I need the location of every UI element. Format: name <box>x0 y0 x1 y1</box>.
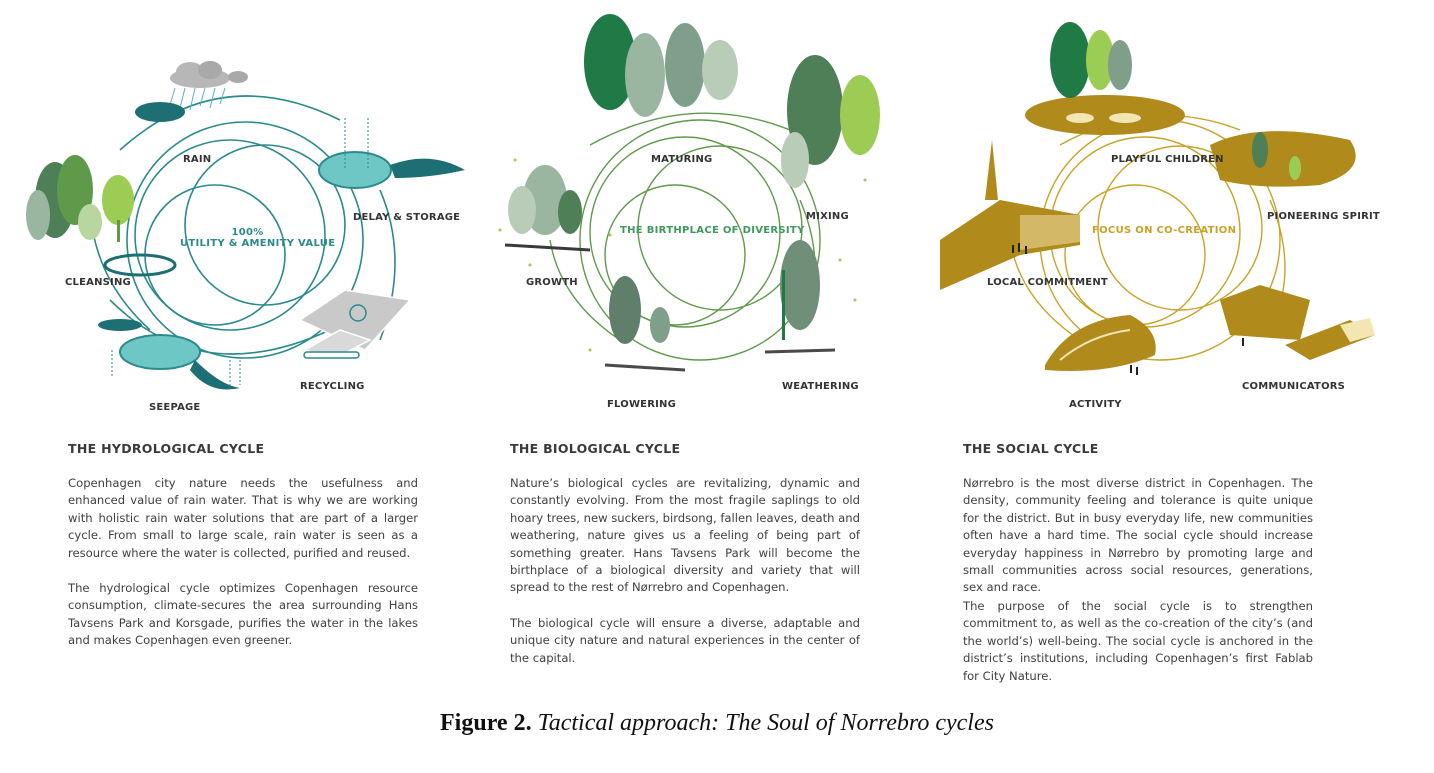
center-label-biological: THE BIRTHPLACE OF DIVERSITY <box>620 225 805 236</box>
label-weathering: WEATHERING <box>782 381 859 392</box>
label-seepage: SEEPAGE <box>149 402 201 413</box>
center-label-line-1: 100% <box>231 227 264 238</box>
figure-caption <box>0 710 1434 737</box>
label-cleansing: CLEANSING <box>65 277 131 288</box>
center-label-line-2: UTILITY & AMENITY VALUE <box>180 238 336 249</box>
label-growth: GROWTH <box>526 277 578 288</box>
label-activity: ACTIVITY <box>1069 399 1122 410</box>
heading-biological: THE BIOLOGICAL CYCLE <box>510 441 681 456</box>
hydrological-panel <box>0 0 470 700</box>
label-communicators: COMMUNICATORS <box>1242 381 1346 392</box>
biological-panel <box>470 0 940 700</box>
label-mixing: MIXING <box>806 211 849 222</box>
hydrological-cycle-diagram <box>0 0 470 420</box>
label-flowering: FLOWERING <box>607 399 677 410</box>
label-pioneering-spirit: PIONEERING SPIRIT <box>1267 211 1380 222</box>
communicators-building-icon <box>1220 285 1375 360</box>
paragraph: Nature’s biological cycles are revitalizing, dynamic and constantly evolving. From the most fragile saplings to old hoary trees, new suckers, birdsong, fallen leaves, death and weathering, nature gives us a feeling of being part of something greater. Hans Tavsens Park will become the birthplace of a biological diversity and variety that will spread to the rest of Nørrebro and Copenhagen. <box>510 476 860 595</box>
cloud-icon <box>170 61 248 110</box>
label-recycling: RECYCLING <box>300 381 365 392</box>
tree-cluster-icon <box>505 165 590 250</box>
tree-cluster-icon <box>584 14 880 188</box>
activity-hall-icon <box>1045 315 1156 371</box>
biological-cycle-diagram <box>470 0 940 420</box>
paving-grid-icon <box>300 290 410 358</box>
label-playful-children: PLAYFUL CHILDREN <box>1111 154 1224 165</box>
paragraph: The purpose of the social cycle is to strengthen commitment to, as well as the co-creation of the city’s (and the world’s) well-being. The social cycle is anchored in the district’s institutions, including Copenhagen’s first Fablab for City Nature. <box>963 599 1313 683</box>
label-local-commitment: LOCAL COMMITMENT <box>987 277 1108 288</box>
label-delay-storage: DELAY & STORAGE <box>353 212 461 223</box>
paragraph: The biological cycle will ensure a diverse, adaptable and unique city nature and natural experiences in the center of the capital. <box>510 616 860 665</box>
figure-title: Tactical approach: The Soul of Norrebro cycles <box>537 710 994 736</box>
center-label-social: FOCUS ON CO-CREATION <box>1092 225 1237 236</box>
tree-cluster-icon <box>605 240 835 370</box>
heading-social: THE SOCIAL CYCLE <box>963 441 1099 456</box>
center-label-hydrological <box>180 227 336 249</box>
social-cycle-diagram <box>930 0 1434 420</box>
social-panel <box>930 0 1434 700</box>
tree-cluster-icon <box>26 155 134 242</box>
label-maturing: MATURING <box>651 154 713 165</box>
pioneering-area-icon <box>1210 131 1356 187</box>
playground-island-icon <box>1025 22 1185 135</box>
figure-number: Figure 2. <box>440 710 532 736</box>
church-building-icon <box>940 140 1080 290</box>
paragraph: Copenhagen city nature needs the usefulness and enhanced value of rain water. That is why we are working with holistic rain water solutions that are part of a larger cycle. From small to large scale, rain water is seen as a resource where the water is collected, purified and reused. <box>68 476 418 560</box>
paragraph: The hydrological cycle optimizes Copenhagen resource consumption, climate-secures the area surrounding Hans Tavsens Park and Korsgade, purifies the water in the lakes and makes Copenhagen even greener. <box>68 581 418 648</box>
heading-hydrological: THE HYDROLOGICAL CYCLE <box>68 441 265 456</box>
label-rain: RAIN <box>183 154 212 165</box>
paragraph: Nørrebro is the most diverse district in Copenhagen. The density, community feeling and tolerance is quite unique for the district. But in busy everyday life, new communities often have a hard time. The social cycle should increase everyday happiness in Nørrebro by promoting large and small communities across social resources, generations, sex and race. <box>963 476 1313 595</box>
